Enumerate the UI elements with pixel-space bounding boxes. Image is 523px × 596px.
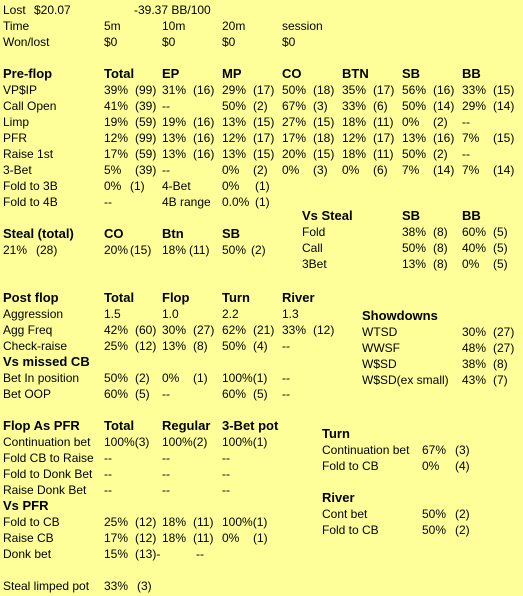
vs-pfr-cell-value: 15% <box>104 547 129 561</box>
showdown-row-label: W$SD(ex small) <box>362 373 449 387</box>
river-row-label: Fold to CB <box>322 523 379 537</box>
preflop-cell-value: 39% <box>104 83 129 97</box>
preflop-cell-count: (17) <box>373 83 395 97</box>
preflop-cell-count: (15) <box>493 83 515 97</box>
flop-as-pfr-cell: 100%(1) <box>222 435 268 449</box>
won-lost-20m: $0 <box>222 35 236 49</box>
flop-as-pfr-col-3bet: 3-Bet pot <box>222 418 279 433</box>
preflop-cell-count: (2) <box>433 147 448 161</box>
vs-pfr-cell-count: (11) <box>193 515 214 529</box>
postflop-agg-freq-count: (12) <box>313 323 335 337</box>
steal-limped-value: 33% <box>104 579 129 593</box>
preflop-cell-value: 18% <box>342 147 367 161</box>
fold-3b-count: (1) <box>130 179 145 193</box>
four-bet-count: (1) <box>255 179 270 193</box>
preflop-cell-count: (17) <box>253 131 275 145</box>
vs-steal-sb-value: 13% <box>402 257 427 271</box>
preflop-cell-value: 0% <box>402 115 420 129</box>
preflop-cell-count: (59) <box>135 115 157 129</box>
preflop-cell-value: 5% <box>104 163 122 177</box>
flop-as-pfr-col-regular: Regular <box>162 418 211 433</box>
postflop-check-raise-value: 25% <box>104 339 129 353</box>
won-lost-label: Won/lost <box>3 35 50 49</box>
vs-steal-bb-value: 0% <box>462 257 480 271</box>
preflop-cell-value: 12% <box>104 131 129 145</box>
preflop-cell-count: (17) <box>373 131 395 145</box>
vs-pfr-cell-value: 18% <box>162 515 187 529</box>
showdown-row-count: (27) <box>493 325 515 339</box>
preflop-row-label: Call Open <box>3 99 57 113</box>
preflop-cell-count: (16) <box>433 83 455 97</box>
showdown-row-label: W$SD <box>362 357 397 371</box>
check-raise-label: Check-raise <box>3 339 68 353</box>
preflop-cell-value: 13% <box>162 131 187 145</box>
time-label: Time <box>3 19 30 33</box>
turn-row-count: (4) <box>455 459 470 473</box>
postflop-col-total: Total <box>104 290 135 305</box>
preflop-cell-value: 0% <box>222 163 240 177</box>
vs-steal-sb-count: (8) <box>433 225 448 239</box>
vs-steal-sb-value: 50% <box>402 241 427 255</box>
vs-pfr-row-label: Donk bet <box>3 547 52 561</box>
river-row-label: Cont bet <box>322 507 368 521</box>
preflop-cell-count: (11) <box>373 115 394 129</box>
vs-pfr-cell-count: (12) <box>135 515 157 529</box>
preflop-cell-value: 12% <box>342 131 367 145</box>
preflop-cell-value: 13% <box>402 131 427 145</box>
preflop-cell-value: 19% <box>162 115 187 129</box>
flop-as-pfr-cell: -- <box>162 467 170 481</box>
preflop-col-mp: MP <box>222 66 242 81</box>
postflop-agg-freq-value: 30% <box>162 323 187 337</box>
postflop-check-raise-count: (12) <box>135 339 157 353</box>
preflop-cell-value: 7% <box>402 163 420 177</box>
vs-steal-col-sb: SB <box>402 208 421 223</box>
preflop-cell-value: 0% <box>342 163 360 177</box>
four-bet-value: 0% <box>222 179 240 193</box>
flop-as-pfr-cell: 100%(3) <box>104 435 150 449</box>
vs-pfr-cell-value: 17% <box>104 531 129 545</box>
preflop-cell-count: (14) <box>493 99 515 113</box>
steal-title: Steal (total) <box>3 226 74 241</box>
preflop-cell-count: (2) <box>253 163 268 177</box>
vs-missed-cb-count: (5) <box>135 387 150 401</box>
preflop-col-ep: EP <box>162 66 180 81</box>
vs-missed-cb-value: 50% <box>104 371 129 385</box>
vs-missed-cb-value: -- <box>282 371 290 385</box>
preflop-cell-value: 50% <box>222 99 247 113</box>
turn-row-value: 67% <box>422 443 447 457</box>
showdown-row-value: 30% <box>462 325 487 339</box>
turn-row-label: Continuation bet <box>322 443 410 457</box>
won-lost-10m: $0 <box>162 35 176 49</box>
preflop-cell-value: 17% <box>282 131 307 145</box>
aggression-river: 1.3 <box>282 307 299 321</box>
preflop-cell-count: (2) <box>433 115 448 129</box>
flop-as-pfr-cell: -- <box>222 467 230 481</box>
river-row-count: (2) <box>455 507 470 521</box>
postflop-col-turn: Turn <box>222 290 250 305</box>
vs-missed-cb-value: -- <box>282 387 290 401</box>
preflop-cell-value: -- <box>462 147 470 161</box>
vs-missed-cb-row-label: Bet In position <box>3 371 80 385</box>
steal-sb-count: (2) <box>251 243 266 257</box>
flop-as-pfr-row-label: Fold CB to Raise <box>3 451 94 465</box>
preflop-col-co: CO <box>282 66 302 81</box>
fold-4b-value: -- <box>104 195 112 209</box>
vs-pfr-cell-count: (1) <box>253 531 268 545</box>
flop-as-pfr-row-label: Continuation bet <box>3 435 91 449</box>
preflop-cell-value: 35% <box>342 83 367 97</box>
preflop-cell-value: 50% <box>402 147 427 161</box>
four-bet-label: 4-Bet <box>162 179 191 193</box>
postflop-agg-freq-count: (21) <box>253 323 275 337</box>
preflop-cell-count: (99) <box>135 131 157 145</box>
vs-pfr-cell-count: (11) <box>193 531 214 545</box>
postflop-agg-freq-value: 42% <box>104 323 129 337</box>
steal-btn-value: 18% <box>162 243 187 257</box>
preflop-cell-value: 13% <box>222 147 247 161</box>
flop-as-pfr-title: Flop As PFR <box>3 418 80 433</box>
postflop-agg-freq-count: (27) <box>193 323 215 337</box>
vs-missed-cb-value: 60% <box>104 387 129 401</box>
preflop-row-label: Limp <box>3 115 30 129</box>
steal-total-count: (28) <box>36 243 58 257</box>
preflop-cell-value: 7% <box>462 163 480 177</box>
vs-pfr-title: Vs PFR <box>3 498 49 513</box>
vs-pfr-cell-value: 100%(1) <box>222 515 268 529</box>
turn-row-value: 0% <box>422 459 440 473</box>
preflop-cell-count: (18) <box>313 83 335 97</box>
postflop-agg-freq-value: 62% <box>222 323 247 337</box>
preflop-cell-count: (11) <box>373 147 394 161</box>
preflop-cell-count: (16) <box>433 131 455 145</box>
river-row-value: 50% <box>422 507 447 521</box>
vs-steal-bb-value: 60% <box>462 225 487 239</box>
vs-pfr-cell-value: 0% <box>222 531 240 545</box>
preflop-cell-value: 17% <box>104 147 129 161</box>
preflop-cell-count: (2) <box>253 99 268 113</box>
river-title: River <box>322 490 355 505</box>
vs-pfr-row-label: Raise CB <box>3 531 54 545</box>
preflop-cell-value: -- <box>162 99 170 113</box>
vs-missed-cb-value: 100%(1) <box>222 371 268 385</box>
flop-as-pfr-cell: -- <box>162 451 170 465</box>
time-col-20m: 20m <box>222 19 246 33</box>
preflop-cell-count: (16) <box>193 115 215 129</box>
preflop-col-sb: SB <box>402 66 421 81</box>
preflop-cell-count: (17) <box>253 83 275 97</box>
preflop-cell-value: 20% <box>282 147 307 161</box>
vs-steal-bb-count: (5) <box>493 257 508 271</box>
preflop-cell-value: 33% <box>462 83 487 97</box>
postflop-title: Post flop <box>3 290 59 305</box>
preflop-cell-value: 50% <box>402 99 427 113</box>
preflop-cell-count: (15) <box>253 147 275 161</box>
preflop-cell-value: 56% <box>402 83 427 97</box>
flop-as-pfr-cell: -- <box>104 451 112 465</box>
lost-label: Lost <box>3 3 26 17</box>
flop-as-pfr-cell: -- <box>222 483 230 497</box>
vs-pfr-cell-value: 25% <box>104 515 129 529</box>
time-col-session: session <box>282 19 323 33</box>
fold-3b-value: 0% <box>104 179 122 193</box>
vs-pfr-cell-value: 18% <box>162 531 187 545</box>
flop-as-pfr-cell: 100%(2) <box>162 435 208 449</box>
steal-co-count: (15) <box>130 243 152 257</box>
won-lost-5m: $0 <box>104 35 118 49</box>
preflop-cell-value: 29% <box>462 99 487 113</box>
preflop-cell-count: (3) <box>313 163 328 177</box>
vs-steal-row-label: Call <box>302 241 323 255</box>
preflop-cell-count: (15) <box>313 147 335 161</box>
vs-missed-cb-count: (5) <box>253 387 268 401</box>
four-b-range-count: (1) <box>255 195 270 209</box>
vs-pfr-row-label: Fold to CB <box>3 515 60 529</box>
preflop-col-total: Total <box>104 66 135 81</box>
steal-btn-count: (11) <box>189 243 210 257</box>
vs-steal-row-label: 3Bet <box>302 257 327 271</box>
vs-missed-cb-row-label: Bet OOP <box>3 387 52 401</box>
vs-steal-sb-count: (8) <box>433 241 448 255</box>
vs-missed-cb-count: (1) <box>193 371 208 385</box>
vs-pfr-cell-count: (12) <box>135 531 157 545</box>
postflop-check-raise-count: (4) <box>253 339 268 353</box>
preflop-cell-count: (59) <box>135 147 157 161</box>
vs-missed-cb-count: (2) <box>135 371 150 385</box>
vs-steal-sb-count: (8) <box>433 257 448 271</box>
steal-limped-count: (3) <box>137 579 152 593</box>
showdown-row-label: WTSD <box>362 325 398 339</box>
bb-per-100: -39.37 BB/100 <box>134 3 211 17</box>
postflop-check-raise-value: 13% <box>162 339 187 353</box>
preflop-col-btn: BTN <box>342 66 369 81</box>
four-b-range-value: 0.0% <box>222 195 250 209</box>
preflop-cell-value: 41% <box>104 99 129 113</box>
postflop-check-raise-value: -- <box>282 339 290 353</box>
fold-4b-label: Fold to 4B <box>3 195 58 209</box>
showdown-row-value: 48% <box>462 341 487 355</box>
lost-amount: $20.07 <box>34 3 71 17</box>
preflop-cell-count: (6) <box>373 163 388 177</box>
vs-missed-cb-value: 0% <box>162 371 180 385</box>
postflop-agg-freq-value: 33% <box>282 323 307 337</box>
steal-total-value: 21% <box>3 243 28 257</box>
agg-freq-label: Agg Freq <box>3 323 53 337</box>
showdowns-title: Showdowns <box>362 308 438 323</box>
showdown-row-count: (7) <box>493 373 508 387</box>
preflop-row-label: VP$IP <box>3 83 38 97</box>
showdown-row-value: 43% <box>462 373 487 387</box>
time-col-5m: 5m <box>104 19 121 33</box>
preflop-cell-count: (14) <box>433 163 455 177</box>
turn-row-count: (3) <box>455 443 470 457</box>
vs-steal-title: Vs Steal <box>302 208 353 223</box>
preflop-cell-count: (16) <box>193 83 215 97</box>
showdown-row-count: (27) <box>493 341 515 355</box>
preflop-cell-count: (15) <box>313 115 335 129</box>
vs-missed-cb-value: 60% <box>222 387 247 401</box>
turn-row-label: Fold to CB <box>322 459 379 473</box>
vs-steal-bb-value: 40% <box>462 241 487 255</box>
aggression-label: Aggression <box>3 307 64 321</box>
preflop-cell-count: (6) <box>373 99 388 113</box>
preflop-cell-count: (99) <box>135 83 157 97</box>
showdown-row-label: WWSF <box>362 341 400 355</box>
preflop-cell-count: (39) <box>135 163 157 177</box>
flop-as-pfr-row-label: Fold to Donk Bet <box>3 467 93 481</box>
flop-as-pfr-cell: -- <box>162 483 170 497</box>
preflop-cell-count: (15) <box>493 131 515 145</box>
won-lost-session: $0 <box>282 35 296 49</box>
four-b-range-label: 4B range <box>162 195 211 209</box>
preflop-cell-value: 0% <box>282 163 300 177</box>
vs-steal-col-bb: BB <box>462 208 481 223</box>
preflop-row-label: PFR <box>3 131 27 145</box>
fold-3b-label: Fold to 3B <box>3 179 58 193</box>
flop-as-pfr-row-label: Raise Donk Bet <box>3 483 87 497</box>
preflop-cell-count: (18) <box>313 131 335 145</box>
vs-missed-cb-title: Vs missed CB <box>3 354 90 369</box>
postflop-check-raise-count: (8) <box>193 339 208 353</box>
preflop-row-label: Raise 1st <box>3 147 54 161</box>
aggression-flop: 1.0 <box>162 307 179 321</box>
steal-col-co: CO <box>104 226 124 241</box>
preflop-cell-value: 50% <box>282 83 307 97</box>
preflop-cell-value: -- <box>162 163 170 177</box>
preflop-cell-count: (14) <box>493 163 515 177</box>
preflop-cell-value: 18% <box>342 115 367 129</box>
preflop-cell-value: -- <box>462 115 470 129</box>
vs-steal-bb-count: (5) <box>493 225 508 239</box>
postflop-col-river: River <box>282 290 315 305</box>
preflop-cell-value: 7% <box>462 131 480 145</box>
preflop-cell-count: (15) <box>253 115 275 129</box>
preflop-row-label: 3-Bet <box>3 163 32 177</box>
vs-steal-bb-count: (5) <box>493 241 508 255</box>
steal-co-value: 20% <box>104 243 129 257</box>
aggression-turn: 2.2 <box>222 307 239 321</box>
preflop-cell-value: 33% <box>342 99 367 113</box>
preflop-cell-value: 27% <box>282 115 307 129</box>
preflop-cell-count: (16) <box>193 131 215 145</box>
showdown-row-count: (8) <box>493 357 508 371</box>
preflop-cell-value: 67% <box>282 99 307 113</box>
flop-as-pfr-cell: -- <box>104 467 112 481</box>
vs-missed-cb-value: -- <box>162 387 170 401</box>
steal-col-btn: Btn <box>162 226 184 241</box>
preflop-cell-value: 19% <box>104 115 129 129</box>
preflop-cell-value: 13% <box>162 147 187 161</box>
vs-steal-sb-value: 38% <box>402 225 427 239</box>
preflop-col-bb: BB <box>462 66 481 81</box>
preflop-cell-count: (3) <box>313 99 328 113</box>
preflop-title: Pre-flop <box>3 66 53 81</box>
aggression-total: 1.5 <box>104 307 121 321</box>
preflop-cell-value: 29% <box>222 83 247 97</box>
steal-col-sb: SB <box>222 226 241 241</box>
postflop-agg-freq-count: (60) <box>135 323 157 337</box>
vs-steal-row-label: Fold <box>302 225 326 239</box>
postflop-col-flop: Flop <box>162 290 190 305</box>
preflop-cell-count: (39) <box>135 99 157 113</box>
preflop-cell-value: 12% <box>222 131 247 145</box>
flop-as-pfr-col-total: Total <box>104 418 135 433</box>
preflop-cell-count: (14) <box>433 99 455 113</box>
time-col-10m: 10m <box>162 19 186 33</box>
steal-limped-label: Steal limped pot <box>3 579 90 593</box>
vs-pfr-cell-count: (13)- <box>135 547 161 561</box>
preflop-cell-value: 31% <box>162 83 187 97</box>
postflop-check-raise-value: 50% <box>222 339 247 353</box>
flop-as-pfr-cell: -- <box>222 451 230 465</box>
vs-pfr-cell-value: -- <box>196 547 204 561</box>
preflop-cell-count: (16) <box>193 147 215 161</box>
showdown-row-value: 38% <box>462 357 487 371</box>
preflop-cell-value: 13% <box>222 115 247 129</box>
river-row-value: 50% <box>422 523 447 537</box>
steal-sb-value: 50% <box>222 243 247 257</box>
river-row-count: (2) <box>455 523 470 537</box>
turn-title: Turn <box>322 426 350 441</box>
flop-as-pfr-cell: -- <box>104 483 112 497</box>
